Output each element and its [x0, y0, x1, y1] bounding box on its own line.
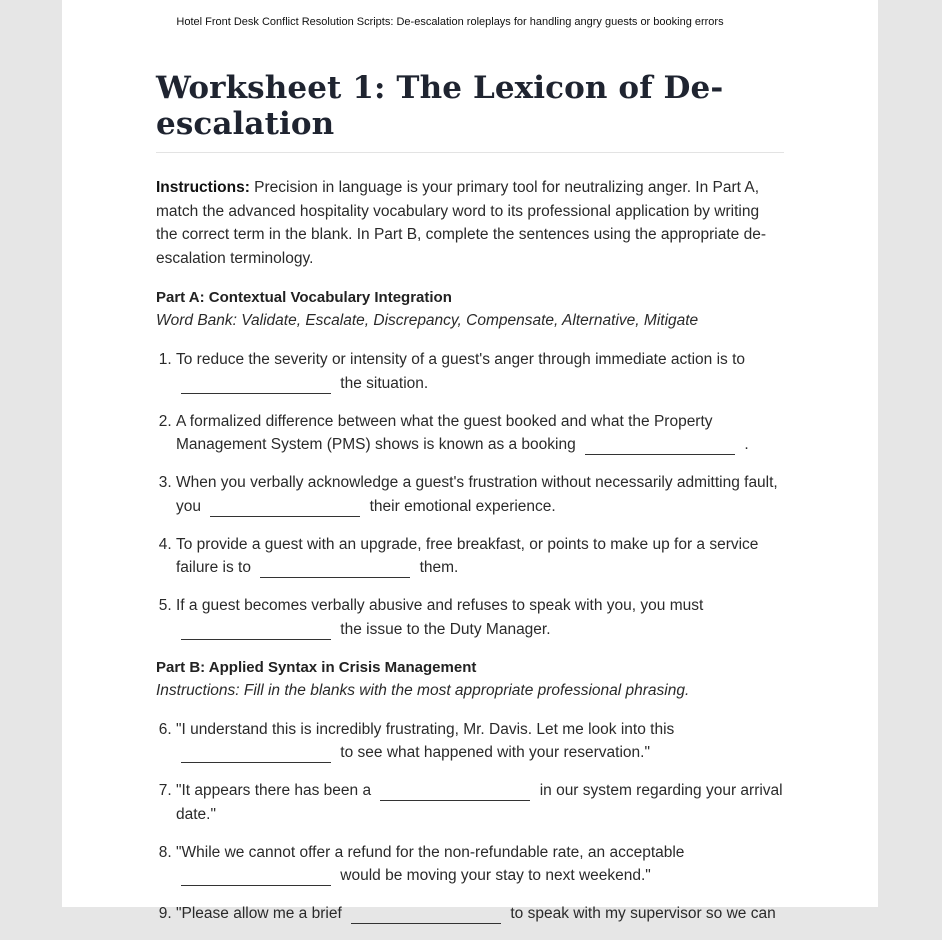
- answer-blank-5[interactable]: [181, 621, 331, 640]
- worksheet-content: [156, 70, 784, 940]
- list-item: 9. "Please allow me a brief to speak with my supervisor so we can: [176, 902, 784, 926]
- answer-blank-1[interactable]: [181, 375, 331, 394]
- part-a-list: [156, 348, 784, 641]
- running-header: Hotel Front Desk Conflict Resolution Scripts: De-escalation roleplays for handling angry guests or booking errors: [176, 16, 724, 28]
- answer-blank-8[interactable]: [181, 867, 331, 886]
- part-b-instructions: Instructions: Fill in the blanks with the most appropriate professional phrasing.: [156, 681, 690, 699]
- part-b-list: [156, 718, 784, 926]
- list-item: 7. "It appears there has been a in our system regarding your arrival date.": [176, 779, 784, 826]
- list-item: 5. If a guest becomes verbally abusive and refuses to speak with you, you must the issue to the Duty Manager.: [176, 594, 784, 641]
- answer-blank-9[interactable]: [351, 905, 501, 924]
- list-item: 8. "While we cannot offer a refund for the non-refundable rate, an acceptable would be moving your stay to next weekend.": [176, 841, 784, 888]
- answer-blank-2[interactable]: [585, 436, 735, 455]
- worksheet-title: Worksheet 1: The Lexicon of De-escalation: [156, 70, 784, 153]
- word-bank: Word Bank: Validate, Escalate, Discrepancy, Compensate, Alternative, Mitigate: [156, 312, 699, 329]
- instructions-label: Instructions:: [156, 179, 250, 196]
- answer-blank-3[interactable]: [210, 498, 360, 517]
- part-a-title: Part A: Contextual Vocabulary Integration: [156, 289, 452, 306]
- instructions-text: Precision in language is your primary tool for neutralizing anger. In Part A, match the advanced hospitality vocabulary word to its professional application by writing the correct term in the blank. In Part B, complete the sentences using the appropriate de-escalation terminology.: [156, 179, 767, 267]
- answer-blank-6[interactable]: [181, 744, 331, 763]
- answer-blank-7[interactable]: [380, 782, 530, 801]
- answer-blank-4[interactable]: [260, 559, 410, 578]
- part-b-title: Part B: Applied Syntax in Crisis Management: [156, 658, 477, 676]
- worksheet-page: [62, 0, 878, 922]
- list-item: 3. When you verbally acknowledge a guest's frustration without necessarily admitting fault, you their emotional experience.: [176, 471, 784, 518]
- list-item: 2. A formalized difference between what the guest booked and what the Property Management System (PMS) shows is known as a booking .: [176, 410, 784, 457]
- list-item: 1. To reduce the severity or intensity of a guest's anger through immediate action is to the situation.: [176, 348, 784, 395]
- list-item: 6. "I understand this is incredibly frustrating, Mr. Davis. Let me look into this to see what happened with your reservation.": [176, 718, 784, 765]
- instructions-paragraph: [156, 176, 784, 270]
- list-item: 4. To provide a guest with an upgrade, free breakfast, or points to make up for a service failure is to them.: [176, 533, 784, 580]
